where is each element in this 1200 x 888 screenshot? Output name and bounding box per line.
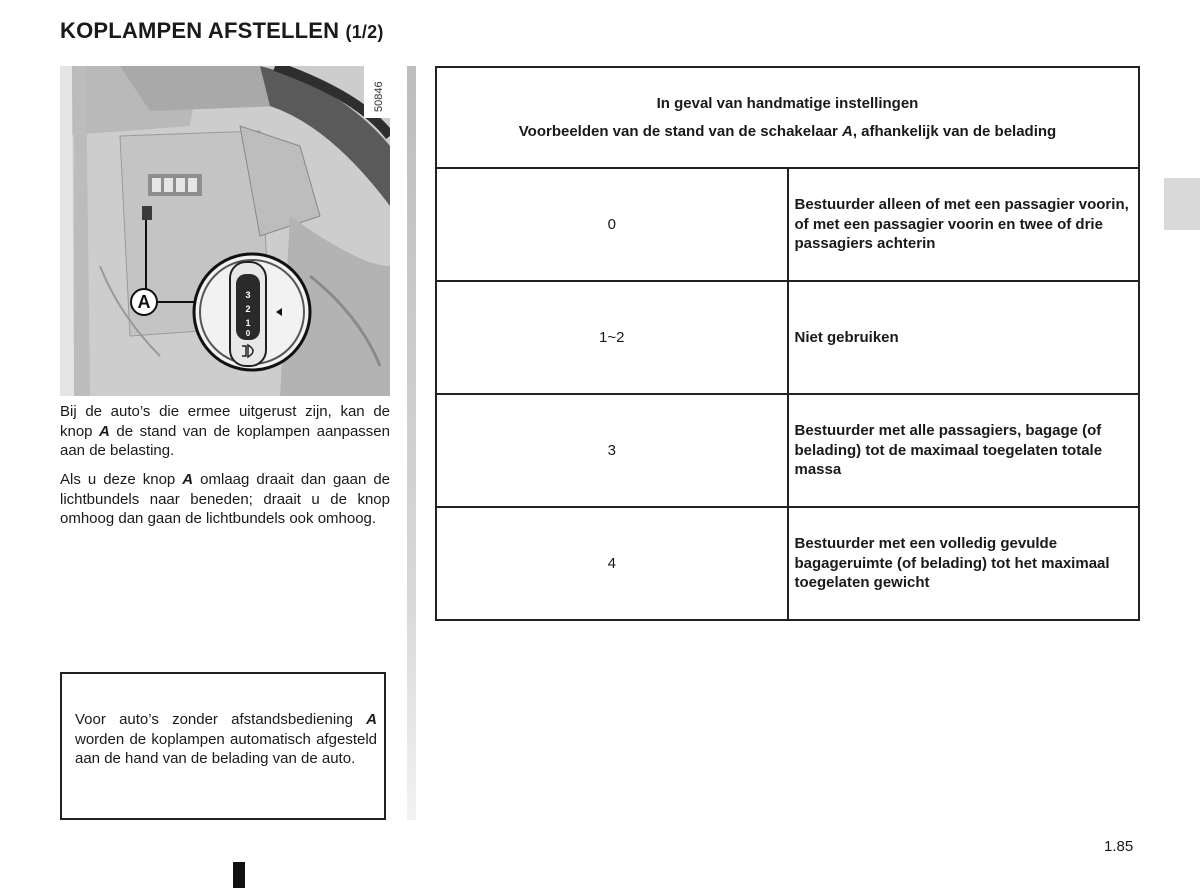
- dial-mark-3: 3: [245, 290, 251, 300]
- chapter-tab: [1164, 178, 1200, 230]
- callout-label: A: [137, 292, 151, 312]
- description-cell: Bestuurder met een volledig gevulde bagageruimte (of belading) tot het maximaal toegelaten gewicht: [788, 507, 1140, 620]
- note-text: Voor auto’s zonder afstandsbediening A worden de koplampen automatisch afgesteld aan de hand van de belading van de auto.: [75, 711, 377, 767]
- description-cell: Bestuurder alleen of met een passagier voorin, of met een passagier voorin en twee of drie passagiers achterin: [788, 168, 1140, 281]
- position-cell: 3: [436, 394, 788, 507]
- table-row: [436, 507, 1139, 620]
- table-header-cell: [436, 67, 1139, 168]
- table-heading-line2: Voorbeelden van de stand van de schakelaar A, afhankelijk van de belading: [518, 122, 1057, 140]
- position-cell: 1~2: [436, 281, 788, 394]
- direction-paragraph: [60, 470, 390, 529]
- intro-text: Bij de auto’s die ermee uitgerust zijn, kan de knop A de stand van de koplampen aanpassen aan de belasting.: [60, 403, 390, 459]
- dial-mark-1: 1: [245, 318, 251, 328]
- page-title: [60, 18, 384, 44]
- page-title-part: (1/2): [345, 22, 384, 42]
- description-cell: Bestuurder met alle passagiers, bagage (of belading) tot de maximaal toegelaten totale massa: [788, 394, 1140, 507]
- load-setting-table: [435, 66, 1140, 621]
- position-cell: 4: [436, 507, 788, 620]
- figure-ref-number: 50846: [373, 81, 385, 112]
- table-row: [436, 281, 1139, 394]
- description-cell: Niet gebruiken: [788, 281, 1140, 394]
- column-divider: [407, 66, 416, 820]
- dial-mark-2: 2: [245, 304, 251, 314]
- table-row: [436, 394, 1139, 507]
- position-cell: 0: [436, 168, 788, 281]
- headlamp-adjuster-illustration: [60, 66, 390, 396]
- table-row: [436, 168, 1139, 281]
- page-title-main: KOPLAMPEN AFSTELLEN: [60, 18, 340, 43]
- direction-text: Als u deze knop A omlaag draait dan gaan de lichtbundels naar beneden; draait u de knop omhoog dan gaan de lichtbundels ook omhoog.: [60, 471, 391, 527]
- crop-mark: [233, 862, 245, 888]
- table-heading-line1: In geval van handmatige instellingen: [656, 94, 919, 112]
- dial-mark-0: 0: [245, 329, 251, 338]
- page-number: 1.85: [1104, 838, 1134, 855]
- note-box: [60, 672, 386, 820]
- table-header-row: [436, 67, 1139, 168]
- intro-paragraph: [60, 402, 390, 461]
